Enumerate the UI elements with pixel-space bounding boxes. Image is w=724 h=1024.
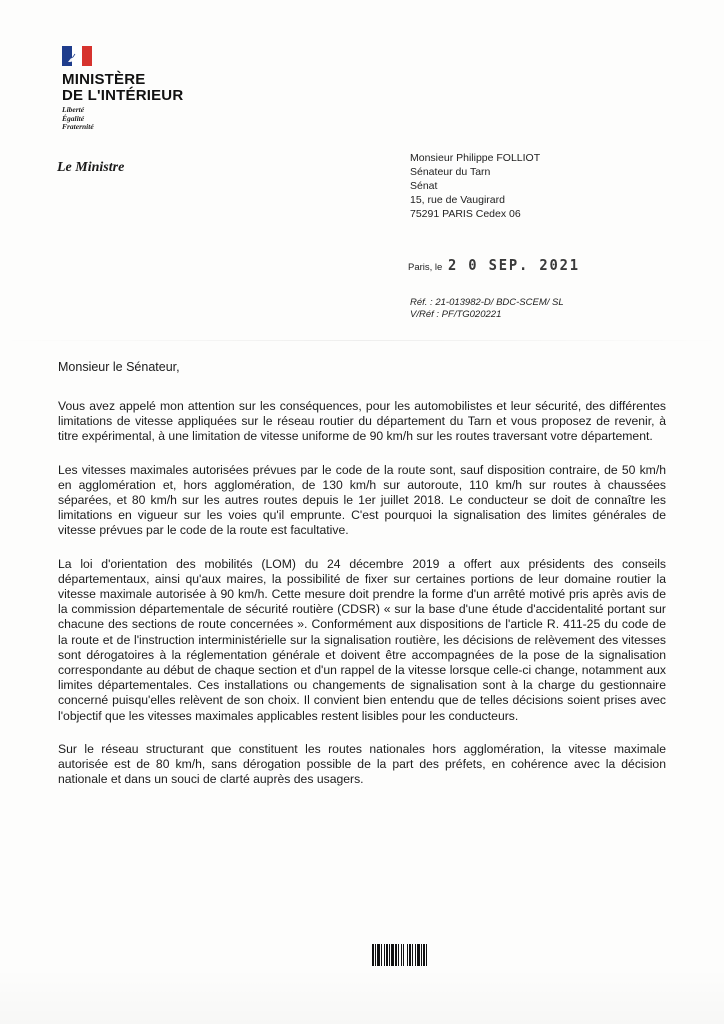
motto-fraternite: Fraternité [62,122,94,131]
fold-line [0,340,724,341]
motto-liberte: Liberté [62,105,85,114]
ministry-logo [62,46,212,132]
republic-motto [62,106,212,132]
ministry-name-line1: MINISTÈRE [62,71,146,88]
paragraph: La loi d'orientation des mobilités (LOM) du 24 décembre 2019 a offert aux présidents des conseils départementaux, ainsi qu'aux maires, la possibilité de fixer sur certaines portions de leur domaine routier la vitesse maximale autorisée à 90 km/h. Cette mesure doit prendre la forme d'un arrêté motivé pris après avis de la commission départementale de sécurité routière (CDSR) « sur la base d'une étude d'accidentalité portant sur chacune des sections de route concernées ». Conformément aux dispositions de l'article R. 411-25 du code de la route et de l'instruction interministérielle sur la signalisation routière, les décisions de relèvement des vitesses sont dérogatoires à la réglementation générale et doivent être accompagnées de la pose de la signalisation correspondante au début de chaque section et d'un rappel de la vitesse lorsque celle-ci change, notamment aux limites départementales. Ces installations ou changements de signalisation sont à la charge du gestionnaire concerné puisqu'elles relèvent de son choix. Il convient bien entendu que de telles décisions soient prises avec l'objectif que les vitesses maximales applicables restent lisibles pour les conducteurs. [58,556,666,723]
references [410,297,564,321]
signatory-title: Le Ministre [57,160,125,175]
paragraph: Sur le réseau structurant que constituent les routes nationales hors agglomération, la vitesse maximale autorisée est de 80 km/h, sans dérogation possible de la part des préfets, en cohérence avec la décision nationale et dans un souci de clarté auprès des usagers. [58,741,666,787]
date-line [408,256,592,274]
address-line: 15, rue de Vaugirard [410,194,505,206]
date-prefix: Paris, le [408,262,443,273]
paragraph: Vous avez appelé mon attention sur les conséquences, pour les automobilistes et leur sécurité, des différentes limitations de vitesse appliquées sur le réseau routier du département du Tarn et vous proposez de revenir, à titre expérimental, à une limitation de vitesse uniforme de 90 km/h sur les routes traversant votre département. [58,399,666,444]
reference-number: Réf. : 21-013982-D/ BDC-SCEM/ SL [410,297,564,308]
ministry-name-line2: DE L'INTÉRIEUR [62,87,184,104]
marianne-flag-icon [62,46,92,66]
page-bottom-shadow [0,968,724,1024]
barcode [372,944,429,966]
address-line: Monsieur Philippe FOLLIOT [410,152,541,164]
date-stamp: 2 0 SEP. 2021 [448,256,581,274]
ministry-name [62,72,212,104]
paragraph: Les vitesses maximales autorisées prévues par le code de la route sont, sauf disposition contraire, de 50 km/h en agglomération et, hors agglomération, de 130 km/h sur autoroute, 110 km/h sur routes à chaussées séparées, et 80 km/h sur les autres routes depuis le 1er juillet 2018. Le conducteur se doit de connaître les limitations en vigueur sur les voies qu'il emprunte. C'est pourquoi la signalisation des limites générales de vitesse prévues par le code de la route est facultative. [58,462,666,538]
your-reference: V/Réf : PF/TG020221 [410,309,502,320]
salutation: Monsieur le Sénateur, [58,360,180,374]
address-line: Sénat [410,180,438,192]
letter-body [58,399,666,805]
motto-egalite: Égalité [62,113,85,123]
address-line: Sénateur du Tarn [410,166,491,178]
address-line: 75291 PARIS Cedex 06 [410,208,521,220]
recipient-address [410,151,540,221]
